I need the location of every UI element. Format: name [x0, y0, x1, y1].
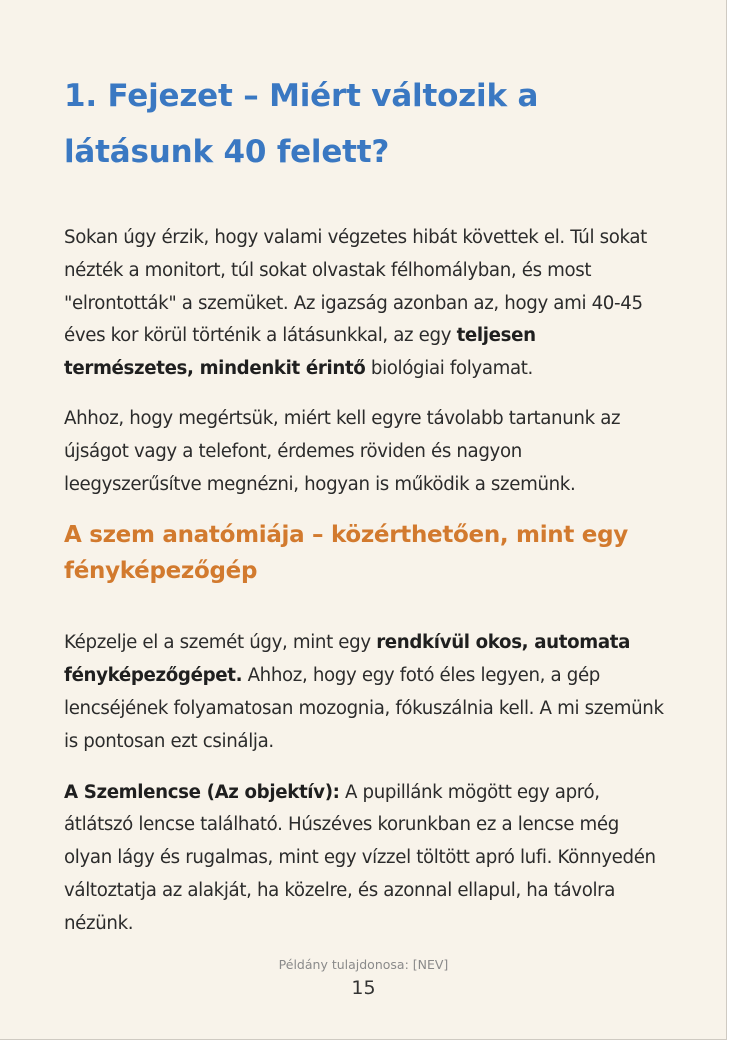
paragraph-intro-bold: teljesen természetes, mindenkit érintő — [64, 325, 536, 380]
section-title-line-2: fényképezőgép — [64, 558, 258, 585]
paragraph-camera-tail: Ahhoz, hogy egy fotó éles legyen, a gép lencséjének folyamatosan mozognia, fókuszálnia kell. A mi szemünk is pontosan ezt csinálja. — [64, 665, 664, 752]
chapter-title — [64, 68, 664, 180]
paragraph-lens — [64, 777, 664, 941]
paragraph-camera — [64, 627, 664, 758]
page-content — [64, 68, 664, 941]
paragraph-lens-bold: A Szemlencse (Az objektív): — [64, 781, 340, 803]
paragraph-understanding: Ahhoz, hogy megértsük, miért kell egyre távolabb tartanunk az újságot vagy a telefont, érdemes röviden és nagyon leegyszerűsítve megnézni, hogyan is működik a szemünk. — [64, 407, 621, 495]
section-title-line-1: A szem anatómiája – közérthetően, mint egy — [64, 522, 628, 549]
paragraph-intro-tail: biológiai folyamat. — [365, 358, 533, 380]
copy-owner-note: Példány tulajdonosa: [NEV] — [278, 957, 449, 972]
paragraph-camera-bold: rendkívül okos, automata fényképezőgépet. — [64, 632, 631, 687]
section-title — [64, 517, 664, 589]
paragraph-intro-text: Sokan úgy érzik, hogy valami végzetes hibát követtek el. Túl sokat nézték a monitort, túl sokat olvastak félhomályban, és most "elrontották" a szemüket. Az igazság azonban az, hogy ami 40-45 éves kor körül történik a látásunkkal, az egy — [64, 227, 647, 347]
page-number: 15 — [351, 977, 376, 999]
chapter-title-line-2: látásunk 40 felett? — [64, 134, 390, 170]
paragraph-intro — [64, 222, 664, 386]
paragraph-camera-text: Képzelje el a szemét úgy, mint egy — [64, 632, 377, 654]
chapter-title-line-1: 1. Fejezet – Miért változik a — [64, 78, 539, 114]
paragraph-lens-text: A pupillánk mögött egy apró, átlátszó lencse található. Húszéves korunkban ez a lencse még olyan lágy és rugalmas, mint egy vízzel töltött apró lufi. Könnyedén változtatja az alakját, ha közelre, és azonnal ellapul, ha távolra nézünk. — [64, 781, 656, 934]
